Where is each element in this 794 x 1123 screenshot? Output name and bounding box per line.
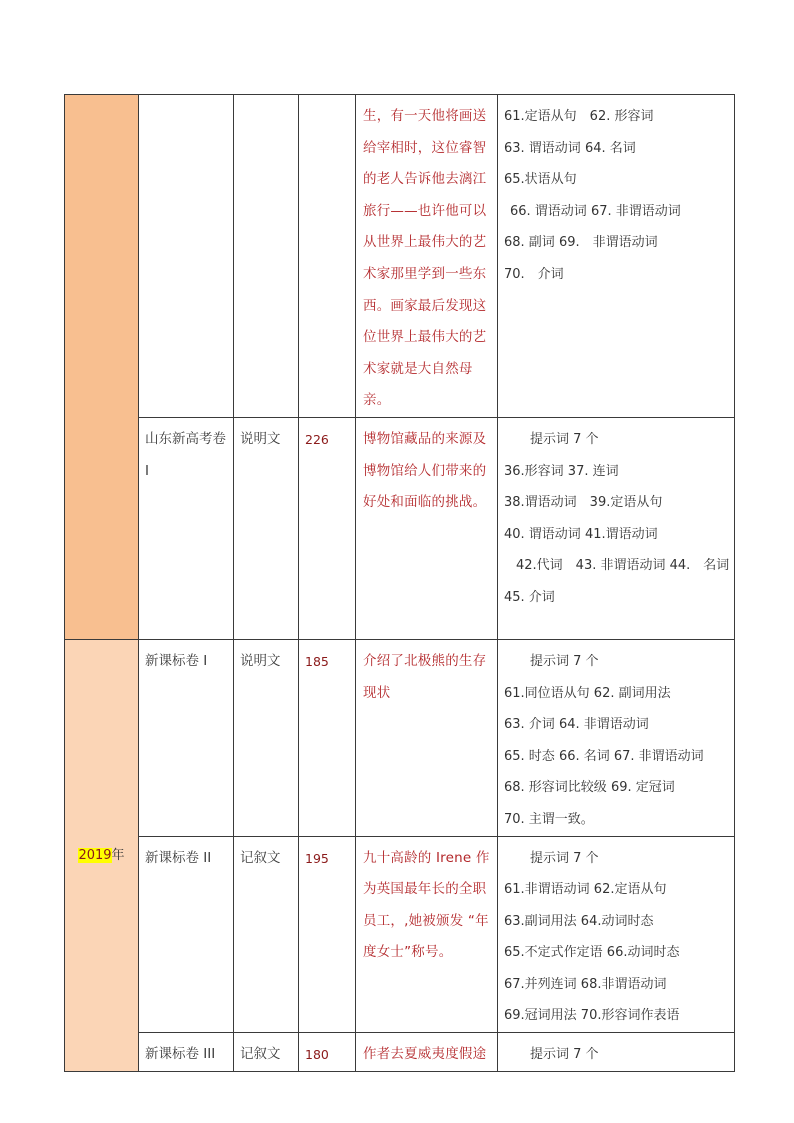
- table-row: [65, 95, 735, 418]
- test-point: 36.形容词 37. 连词: [504, 463, 619, 479]
- test-point: 65. 时态 66. 名词 67. 非谓语动词: [504, 748, 704, 764]
- hint-count: 提示词 7 个: [530, 653, 599, 669]
- test-point: 61.非谓语动词 62.定语从句: [504, 882, 667, 898]
- test-point: 63.副词用法 64.动词时态: [504, 913, 654, 929]
- exam-table: [64, 94, 735, 1072]
- year-cell-previous: [65, 95, 139, 640]
- table-row: [65, 417, 735, 639]
- test-point: 66. 谓语动词 67. 非谓语动词: [510, 203, 681, 219]
- year-label: 2019: [78, 847, 112, 863]
- test-point: 63. 谓语动词 64. 名词: [504, 140, 636, 156]
- year-suffix: 年: [111, 847, 125, 863]
- test-points-cell: [498, 1033, 735, 1072]
- word-count-cell: [299, 95, 356, 418]
- test-points-cell: [498, 417, 735, 639]
- test-point: 69.冠词用法 70.形容词作表语: [504, 1008, 680, 1024]
- word-count-cell: 195: [299, 836, 356, 1033]
- source-cell: 新课标卷 I: [139, 639, 234, 836]
- test-point: 38.谓语动词 39.定语从句: [504, 495, 663, 511]
- source-cell: 山东新高考卷 I: [139, 417, 234, 639]
- test-point: 45. 介词: [504, 589, 555, 605]
- genre-cell: 记叙文: [234, 1033, 299, 1072]
- summary-cell: 介绍了北极熊的生存现状: [356, 639, 498, 836]
- word-count-cell: 185: [299, 639, 356, 836]
- hint-count: 提示词 7 个: [530, 1047, 599, 1063]
- test-point: 65.不定式作定语 66.动词时态: [504, 945, 680, 961]
- test-point: 63. 介词 64. 非谓语动词: [504, 717, 649, 733]
- summary-cell: 作者去夏威夷度假途: [356, 1033, 498, 1072]
- test-points-cell: [498, 836, 735, 1033]
- table-row: [65, 836, 735, 1033]
- test-point: 61.同位语从句 62. 副词用法: [504, 685, 671, 701]
- source-cell: 新课标卷 II: [139, 836, 234, 1033]
- summary-cell: 生，有一天他将画送给宰相时，这位睿智的老人告诉他去漓江旅行——也许他可以从世界上最伟大的艺术家那里学到一些东西。画家最后发现这位世界上最伟大的艺术家就是大自然母亲。: [356, 95, 498, 418]
- test-point: 68. 副词 69. 非谓语动词: [504, 235, 658, 251]
- test-point: 65.状语从句: [504, 172, 577, 188]
- test-point: 42.代词 43. 非谓语动词 44. 名词: [516, 558, 730, 574]
- summary-cell: 博物馆藏品的来源及博物馆给人们带来的好处和面临的挑战。: [356, 417, 498, 639]
- table-row: [65, 1033, 735, 1072]
- genre-cell: 说明文: [234, 417, 299, 639]
- summary-cell: 九十高龄的 Irene 作为英国最年长的全职员工，,她被颁发 “年度女士”称号。: [356, 836, 498, 1033]
- table-row: [65, 639, 735, 836]
- genre-cell: 记叙文: [234, 836, 299, 1033]
- genre-cell: 说明文: [234, 639, 299, 836]
- genre-cell: [234, 95, 299, 418]
- test-point: 40. 谓语动词 41.谓语动词: [504, 526, 658, 542]
- test-point: 70. 主谓一致。: [504, 811, 594, 827]
- test-point: 61.定语从句 62. 形容词: [504, 109, 654, 124]
- hint-count: 提示词 7 个: [530, 431, 599, 447]
- test-point: 70. 介词: [504, 266, 564, 282]
- test-points-cell: [498, 95, 735, 418]
- hint-count: 提示词 7 个: [530, 850, 599, 866]
- test-points-cell: [498, 639, 735, 836]
- source-cell: 新课标卷 III: [139, 1033, 234, 1072]
- test-point: 67.并列连词 68.非谓语动词: [504, 976, 667, 992]
- word-count-cell: 180: [299, 1033, 356, 1072]
- test-point: 68. 形容词比较级 69. 定冠词: [504, 780, 675, 796]
- source-cell: [139, 95, 234, 418]
- year-cell-2019: [65, 639, 139, 1071]
- word-count-cell: 226: [299, 417, 356, 639]
